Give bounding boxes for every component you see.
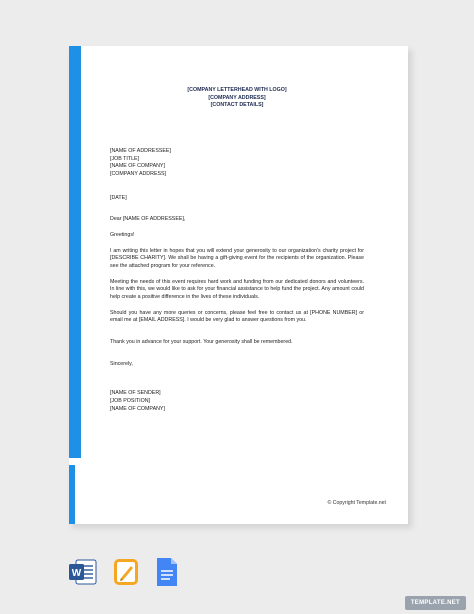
letter-page (69, 46, 408, 524)
signature-line: [NAME OF SENDER] (110, 390, 161, 397)
pages-icon[interactable] (112, 557, 140, 587)
recipient-line: [JOB TITLE] (110, 155, 140, 162)
letter-date: [DATE] (110, 194, 127, 201)
recipient-line: [NAME OF COMPANY] (110, 163, 165, 170)
accent-bar-top (69, 46, 81, 458)
template-watermark: TEMPLATE.NET (405, 596, 466, 610)
word-icon[interactable] (68, 557, 98, 587)
letterhead (110, 87, 364, 110)
word-icon-letter: W (71, 568, 82, 579)
signature-line: [JOB POSITION] (110, 398, 151, 405)
greeting: Greetings! (110, 232, 135, 239)
copyright-text: © Copyright Template.net (327, 500, 386, 506)
letterhead-line: [COMPANY LETTERHEAD WITH LOGO] (187, 87, 287, 93)
signature-block (110, 390, 364, 413)
closing: Sincerely, (110, 360, 133, 367)
recipient-line: [NAME OF ADDRESSEE] (110, 148, 171, 155)
accent-bar-bottom (69, 465, 75, 524)
body-paragraph: Thank you in advance for your support. Your generosity shall be remembered. (110, 339, 293, 346)
letterhead-line: [COMPANY ADDRESS] (208, 94, 266, 101)
recipient-block (110, 148, 364, 179)
letterhead-line: [CONTACT DETAILS] (210, 102, 264, 109)
google-docs-icon[interactable] (156, 557, 178, 587)
salutation: Dear [NAME OF ADDRESSEE], (110, 216, 186, 223)
recipient-line: [COMPANY ADDRESS] (110, 171, 167, 178)
body-paragraph: Should you have any more queries or concerns, please feel free to contact us at [PHONE NUMBER] or email me at [EMAIL ADDRESS]. I would be very glad to answer questions from you. (110, 309, 364, 324)
letter-body (110, 87, 364, 413)
body-paragraph: Meeting the needs of this event requires hard work and funding from our dedicated donors and volunteers. In line with this, we would like to ask for your financial assistance to help fund the project. Any amount could help create a positive difference in the lives of these individuals. (110, 278, 364, 301)
signature-line: [NAME OF COMPANY] (110, 405, 165, 412)
body-paragraph: I am writing this letter in hopes that you will extend your generosity to our organization's charity project for [DESCRIBE CHARITY]. We shall be having a gift-giving event for the recipients of the organization. Please see the attached program for your reference. (110, 247, 364, 270)
